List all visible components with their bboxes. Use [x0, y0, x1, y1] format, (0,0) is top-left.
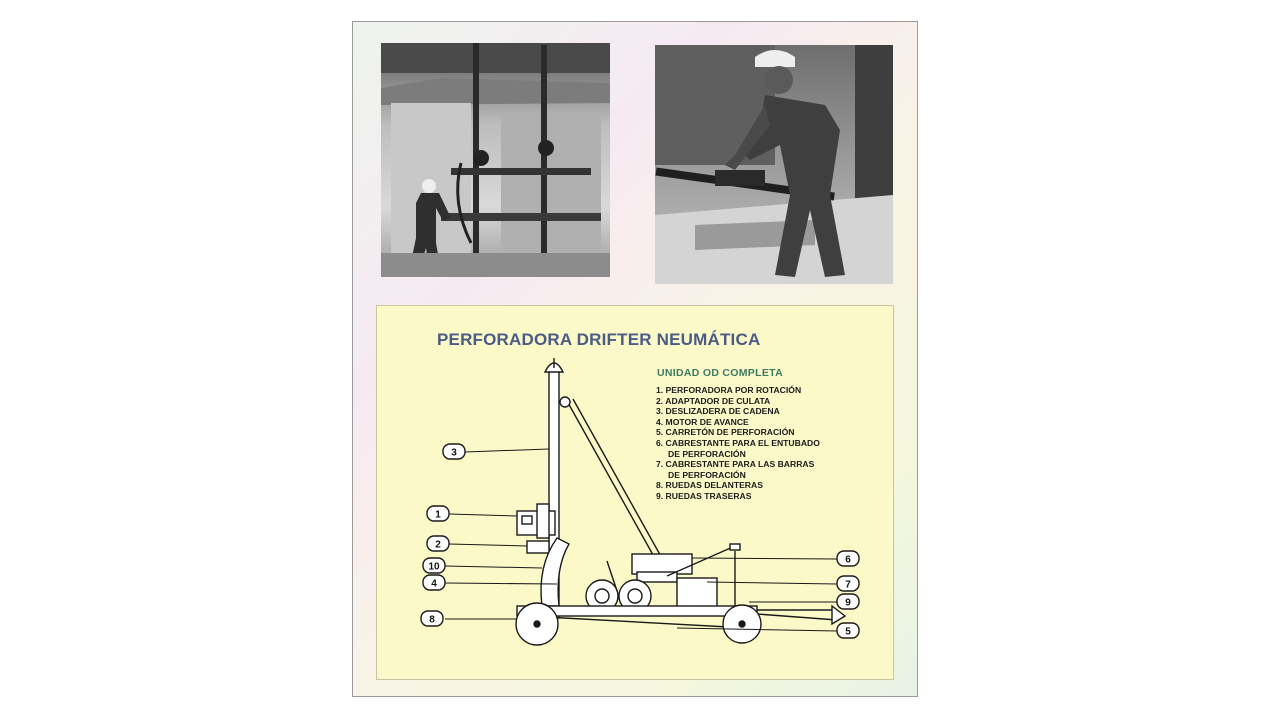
photo-worker-drifter-image	[655, 45, 893, 284]
callout-label: 1	[435, 509, 441, 521]
callout-1	[427, 506, 449, 521]
parts-list-item: 4. MOTOR DE AVANCE	[656, 416, 749, 427]
callout-7	[837, 576, 859, 591]
callout-label: 8	[429, 614, 435, 626]
callout-label: 4	[431, 578, 437, 590]
drifter-diagram-panel	[376, 305, 894, 680]
parts-list-item: 1. PERFORADORA POR ROTACIÓN	[656, 385, 802, 395]
callout-8	[421, 611, 443, 626]
parts-list-item: 3. DESLIZADERA DE CADENA	[656, 406, 780, 417]
callout-label: 9	[845, 597, 851, 609]
callout-5	[837, 623, 859, 638]
callout-4	[423, 575, 445, 590]
parts-list-item: 7. CABRESTANTE PARA LAS BARRAS	[656, 459, 815, 470]
photo-drill-rigs-image	[381, 43, 610, 277]
diagram-title: PERFORADORA DRIFTER NEUMÁTICA	[437, 330, 761, 349]
photo-drill-rigs	[381, 43, 610, 277]
callout-label: 7	[845, 579, 851, 591]
parts-list-item: DE PERFORACIÓN	[668, 448, 746, 459]
callout-label: 5	[845, 626, 851, 638]
callout-6	[837, 551, 859, 566]
parts-list-item: 5. CARRETÓN DE PERFORACIÓN	[656, 427, 795, 438]
parts-list-item: 6. CABRESTANTE PARA EL ENTUBADO	[656, 437, 820, 448]
callout-label: 3	[451, 447, 457, 459]
callout-2	[427, 536, 449, 551]
drifter-machine-drawing	[377, 306, 895, 681]
callout-10	[423, 558, 445, 573]
diagram-subtitle: UNIDAD OD COMPLETA	[657, 367, 783, 379]
callout-label: 2	[435, 539, 441, 551]
parts-list-item: DE PERFORACIÓN	[668, 469, 746, 480]
parts-list-item: 8. RUEDAS DELANTERAS	[656, 480, 763, 491]
callout-label: 10	[428, 561, 440, 573]
parts-list-item: 9. RUEDAS TRASERAS	[656, 490, 752, 501]
parts-list-item: 2. ADAPTADOR DE CULATA	[656, 395, 771, 406]
callout-9	[837, 594, 859, 609]
callout-label: 6	[845, 554, 851, 566]
slide	[352, 21, 918, 697]
photo-worker-drifter	[655, 45, 893, 284]
callout-3	[443, 444, 465, 459]
